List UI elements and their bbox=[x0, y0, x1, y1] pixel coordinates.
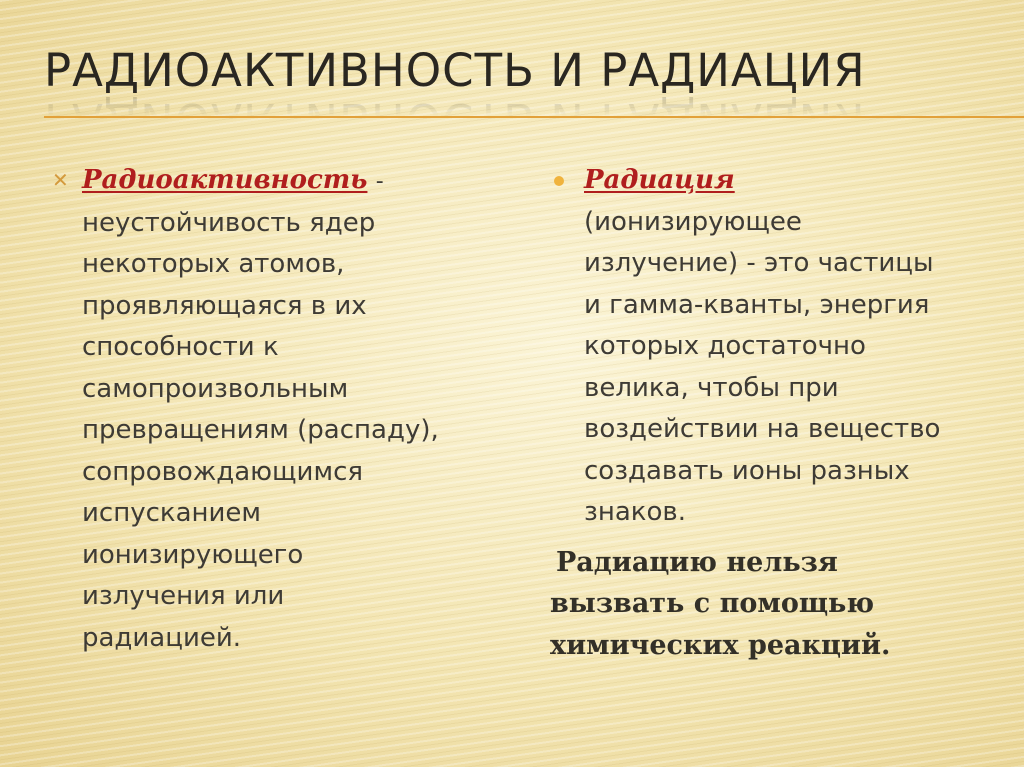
text-line: способности к bbox=[82, 332, 279, 362]
title-divider bbox=[44, 116, 1024, 118]
right-column bbox=[550, 160, 1000, 666]
text-line: (ионизирующее bbox=[584, 206, 802, 237]
text-line: превращениям (распаду), bbox=[82, 415, 439, 445]
text-line: неустойчивость ядер bbox=[82, 207, 376, 238]
text-line: самопроизвольным bbox=[82, 373, 349, 404]
text-line: знаков. bbox=[584, 497, 686, 527]
bullet-item-radioactivity bbox=[48, 160, 498, 659]
text-line: воздействии на вещество bbox=[584, 414, 941, 444]
emphasis-statement bbox=[550, 542, 1000, 667]
term-radioactivity: Радиоактивность bbox=[82, 165, 368, 195]
bullet-item-radiation bbox=[550, 160, 1000, 534]
text-line: излучение) - это частицы bbox=[584, 248, 934, 278]
text-line: ионизирующего bbox=[82, 539, 304, 570]
text-line: и гамма-кванты, энергия bbox=[584, 289, 930, 320]
text-line: которых достаточно bbox=[584, 331, 866, 361]
text-line: радиацией. bbox=[82, 622, 241, 653]
term-radiation: Радиация bbox=[584, 165, 735, 195]
slide-title: РАДИОАКТИВНОСТЬ И РАДИАЦИЯ bbox=[44, 44, 866, 97]
text-line: испусканием bbox=[82, 498, 262, 528]
emphasis-line: вызвать с помощью bbox=[550, 588, 875, 619]
dot-bullet-icon bbox=[554, 176, 564, 186]
text-line: излучения или bbox=[82, 581, 285, 611]
term-dash: - bbox=[375, 169, 384, 194]
text-line: велика, чтобы при bbox=[584, 372, 839, 403]
text-line: некоторых атомов, bbox=[82, 249, 345, 279]
emphasis-line: Радиацию нельзя bbox=[556, 546, 838, 578]
text-line: проявляющаяся в их bbox=[82, 290, 367, 321]
text-line: создавать ионы разных bbox=[584, 455, 910, 486]
text-line: сопровождающимся bbox=[82, 456, 363, 487]
cross-bullet-icon: ✕ bbox=[52, 168, 69, 192]
emphasis-line: химических реакций. bbox=[550, 629, 891, 661]
left-column bbox=[48, 160, 498, 659]
